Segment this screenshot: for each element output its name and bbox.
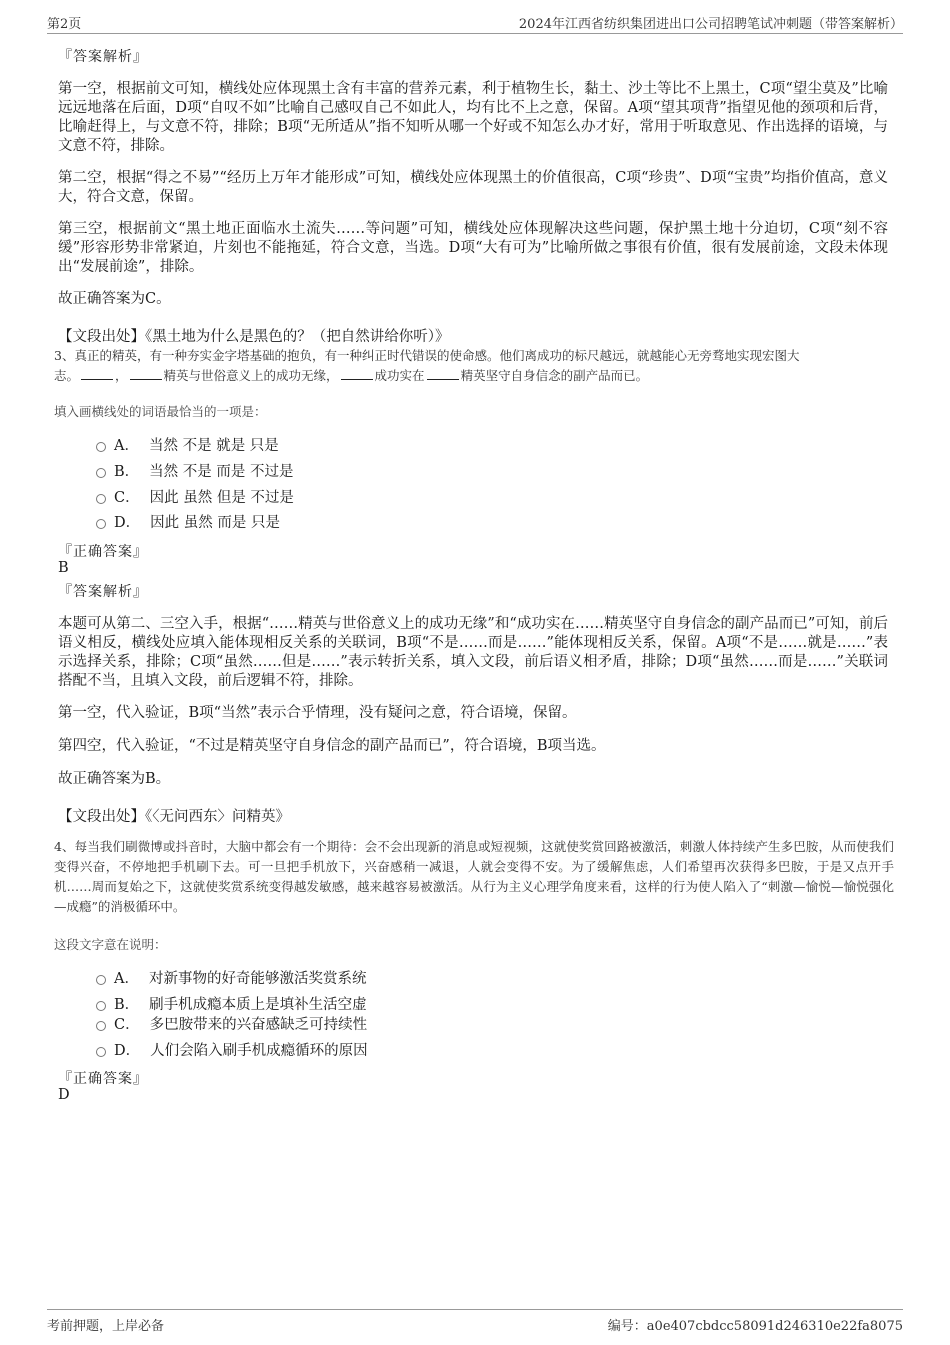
footer-slogan: 考前押题，上岸必备 [47,1319,165,1334]
question-stem: 3、真正的精英，有一种夯实金字塔基础的抱负，有一种纠正时代错误的使命感。他们离成功的标尺越远，就越能心无旁骛地实现宏图大 志。 ， 精英与世俗意义上的成功无缘， 成功实在 精英坚守自身信念的副产品而已。 [54,348,800,383]
radio-icon[interactable] [96,494,106,504]
radio-icon[interactable] [96,1021,106,1031]
option-c[interactable]: C． 多巴胺带来的兴奋感缺乏可持续性 [96,1015,367,1035]
radio-icon[interactable] [96,519,106,529]
option-b[interactable]: B． 当然 不是 而是 不过是 [96,462,293,482]
blank-line[interactable] [341,368,373,380]
document-title: 2024年江西省纺织集团进出口公司招聘笔试冲刺题（带答案解析） [518,17,903,32]
analysis-paragraph: 第一空，代入验证，B项“当然”表示合乎情理，没有疑问之意，符合语境，保留。 [58,705,577,721]
option-a[interactable]: A． 当然 不是 就是 只是 [96,436,279,456]
option-b[interactable]: B． 刷手机成瘾本质上是填补生活空虚 [96,995,367,1015]
radio-icon[interactable] [96,468,106,478]
document-code: 编号：a0e407cbdcc58091d246310e22fa8075 [607,1319,903,1334]
option-c[interactable]: C． 因此 虽然 但是 不过是 [96,488,294,508]
analysis-paragraph: 第一空，根据前文可知，横线处应体现黑土含有丰富的营养元素，利于植物生长，黏土、沙土等比不上黑土，C项“望尘莫及”比喻远远地落在后面，D项“自叹不如”比喻自己感叹自己不如此人，均有比不上之意，保留。A项“望其项背”指望见他的颈项和后背，比喻赶得上，与文意不符，排除；B项“无所适从”指不知听从哪一个好或不知怎么办才好，常用于听取意见、作出选择的语境，与文意不符，排除。 [58,81,888,154]
question-stem: 4、每当我们刷微博或抖音时，大脑中都会有一个期待：会不会出现新的消息或短视频，这就使奖赏回路被激活，刺激人体持续产生多巴胺，从而使我们变得兴奋，不停地把手机刷下去。可一旦把手机放下，兴奋感稍一减退，人就会变得不安。为了缓解焦虑，人们希望再次获得多巴胺，于是又点开手机……周而复始之下，这就使奖赏系统变得越发敏感，越来越容易被激活。从行为主义心理学角度来看，这样的行为使人陷入了“刺激—愉悦—愉悦强化—成瘾”的消极循环中。 [54,839,894,914]
answer-conclusion: 故正确答案为B。 [58,771,171,787]
correct-answer-heading: 『正确答案』 [58,544,148,560]
correct-answer: B [58,560,69,576]
correct-answer: D [58,1087,70,1103]
blank-line[interactable] [81,368,113,380]
option-d[interactable]: D． 因此 虽然 而是 只是 [96,513,280,533]
analysis-paragraph: 本题可从第二、三空入手，根据“……精英与世俗意义上的成功无缘”和“成功实在……精英坚守自身信念的副产品而已”可知，前后语义相反，横线处应填入能体现相反关系的关联词，B项“不是……而是……”能体现相反关系，保留。A项“不是……就是……”表示选择关系，排除；C项“虽然……但是……”表示转折关系，填入文段，前后语义相矛盾，排除；D项“虽然……而是……”关联词搭配不当，且填入文段，前后逻辑不符，排除。 [58,616,888,689]
radio-icon[interactable] [96,975,106,985]
radio-icon[interactable] [96,1001,106,1011]
correct-answer-heading: 『正确答案』 [58,1071,148,1087]
question-prompt: 填入画横线处的词语最恰当的一项是： [54,404,267,419]
page-header [47,13,903,34]
radio-icon[interactable] [96,1047,106,1057]
analysis-heading: 『答案解析』 [58,49,148,65]
answer-conclusion: 故正确答案为C。 [58,291,171,307]
source-citation: 【文段出处】《〈无问西东〉问精英》 [58,809,290,825]
analysis-paragraph: 第三空，根据前文“黑土地正面临水土流失……等问题”可知，横线处应体现解决这些问题，保护黑土地十分迫切，C项“刻不容缓”形容形势非常紧迫，片刻也不能拖延，符合文意，当选。D项“大有可为”比喻所做之事很有价值，很有发展前途，文段未体现出“发展前途”，排除。 [58,221,888,275]
analysis-heading: 『答案解析』 [58,584,148,600]
option-d[interactable]: D． 人们会陷入刷手机成瘾循环的原因 [96,1041,368,1061]
analysis-paragraph: 第四空，代入验证，“不过是精英坚守自身信念的副产品而已”，符合语境，B项当选。 [58,738,606,754]
blank-line[interactable] [427,368,459,380]
page-number: 第2页 [47,17,82,32]
option-a[interactable]: A． 对新事物的好奇能够激活奖赏系统 [96,969,366,989]
question-prompt: 这段文字意在说明： [54,937,167,952]
blank-line[interactable] [130,368,162,380]
radio-icon[interactable] [96,442,106,452]
analysis-paragraph: 第二空，根据“得之不易”“经历上万年才能形成”可知，横线处应体现黑土的价值很高，C项“珍贵”、D项“宝贵”均指价值高，意义大，符合文意，保留。 [58,170,888,205]
page-footer [47,1309,903,1338]
source-citation: 【文段出处】《黑土地为什么是黑色的？（把自然讲给你听）》 [58,329,450,345]
